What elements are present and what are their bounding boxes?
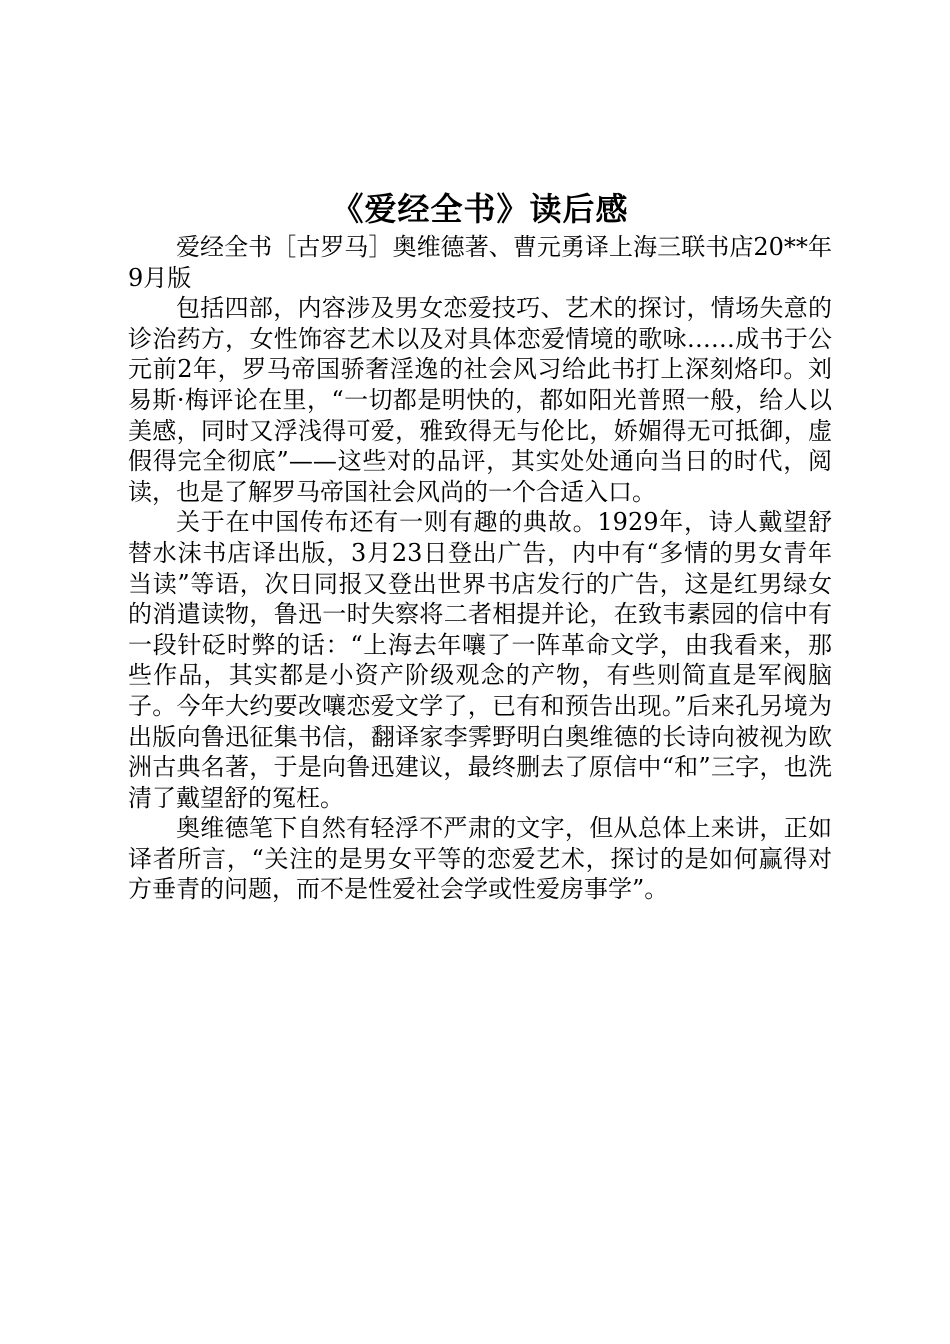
paragraph-china-anecdote: 关于在中国传布还有一则有趣的典故。1929年，诗人戴望舒替水沫书店译出版，3月23日登出广告，内中有“多情的男女青年当读”等语，次日同报又登出世界书店发行的广告，这是红男绿女的消遣读物，鲁迅一时失察将二者相提并论，在致韦素园的信中有一段针砭时弊的话：“上海去年嚷了一阵革命文学，由我看来，那些作品，其实都是小资产阶级观念的产物，有些则简直是军阀脑子。今年大约要改嚷恋爱文学了，已有和预告出现。”后来孔另境为出版向鲁迅征集书信，翻译家李霁野明白奥维德的长诗向被视为欧洲古典名著，于是向鲁迅建议，最终删去了原信中“和”三字，也洗清了戴望舒的冤枉。 [128,508,832,812]
paragraph-publication-info: 爱经全书［古罗马］奥维德著、曹元勇译上海三联书店20**年9月版 [128,233,832,292]
paragraph-conclusion: 奥维德笔下自然有轻浮不严肃的文字，但从总体上来讲，正如译者所言，“关注的是男女平等的恋爱艺术，探讨的是如何赢得对方垂青的问题，而不是性爱社会学或性爱房事学”。 [128,814,832,904]
document-body [128,186,832,905]
paragraph-book-overview: 包括四部，内容涉及男女恋爱技巧、艺术的探讨，情场失意的诊治药方，女性饰容艺术以及对具体恋爱情境的歌咏……成书于公元前2年，罗马帝国骄奢淫逸的社会风习给此书打上深刻烙印。刘易斯·梅评论在里，“一切都是明快的，都如阳光普照一般，给人以美感，同时又浮浅得可爱，雅致得无与伦比，娇媚得无可抵御，虚假得完全彻底”——这些对的品评，其实处处通向当日的时代，阅读，也是了解罗马帝国社会风尚的一个合适入口。 [128,294,832,506]
document-title: 《爱经全书》读后感 [331,190,629,228]
